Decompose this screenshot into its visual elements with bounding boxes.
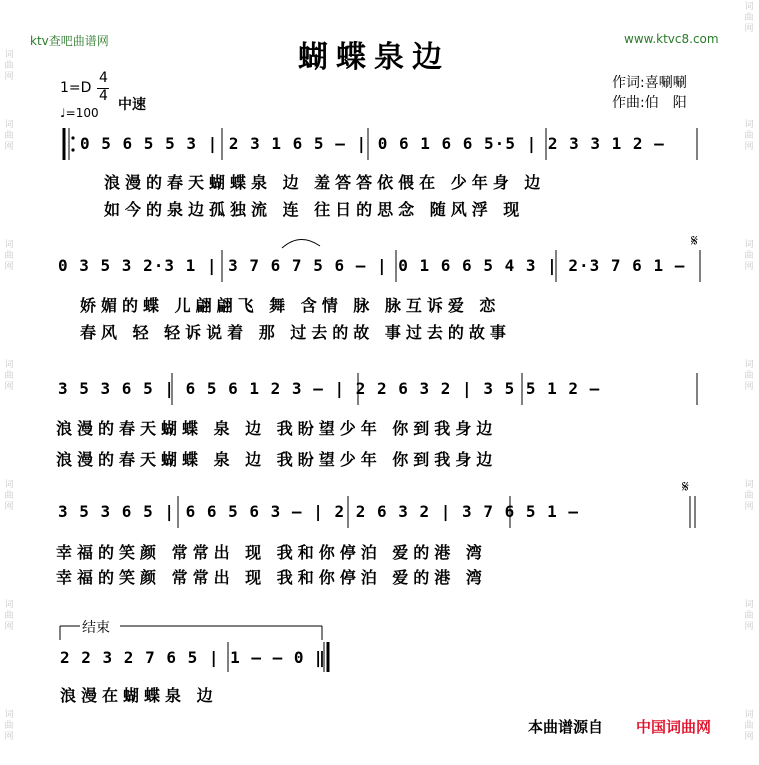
notes-row-5: 2 2 3 2 7 6 5 | 1 – – 0 ‖ xyxy=(60,648,326,667)
watermark-left-4: 词曲网 xyxy=(4,360,14,392)
song-title: 蝴蝶泉边 xyxy=(298,40,450,75)
key-signature: 1=D xyxy=(60,80,92,96)
source-label: 本曲谱源自 xyxy=(528,718,604,736)
notes-row-1: 0 5 6 5 5 3 | 2 3 1 6 5 – | 0 6 1 6 6 5·5 | 2 3 3 1 2 – xyxy=(80,134,665,153)
watermark-right-7: 词曲网 xyxy=(744,710,754,742)
composer-credit: 作曲:伯 阳 xyxy=(612,95,687,111)
tempo-label: 中速 xyxy=(118,97,146,113)
lyrics-row-4-verse-2: 幸福的笑颜 常常出 现 我和你停泊 爱的港 湾 xyxy=(56,568,487,587)
watermark-left-3: 词曲网 xyxy=(4,240,14,272)
notes-row-2: 0 3 5 3 2·3 1 | 3 7 6 7 5 6 – | 0 1 6 6 5 4 3 | 2·3 7 6 1 – xyxy=(58,256,686,275)
lyricist-credit: 作词:喜唰唰 xyxy=(612,75,687,91)
watermark-right-3: 词曲网 xyxy=(744,240,754,272)
lyrics-row-1-verse-2: 如今的泉边孤独流 连 往日的思念 随风浮 现 xyxy=(104,200,525,219)
watermark-right-6: 词曲网 xyxy=(744,600,754,632)
lyrics-row-3-verse-1: 浪漫的春天蝴蝶 泉 边 我盼望少年 你到我身边 xyxy=(56,419,498,438)
lyrics-row-2-verse-2: 春风 轻 轻诉说着 那 过去的故 事过去的故事 xyxy=(80,323,511,342)
site-name-left[interactable]: ktv查吧曲谱网 xyxy=(30,34,109,48)
watermark-left-5: 词曲网 xyxy=(4,480,14,512)
watermark-right-2: 词曲网 xyxy=(744,120,754,152)
lyrics-row-5: 浪漫在蝴蝶泉 边 xyxy=(60,686,218,705)
watermark-left-7: 词曲网 xyxy=(4,710,14,742)
watermark-right-1: 词曲网 xyxy=(744,2,754,34)
tempo-mark: ♩=100 xyxy=(60,106,99,120)
watermark-left-2: 词曲网 xyxy=(4,120,14,152)
source-site-link[interactable]: 中国词曲网 xyxy=(636,718,712,736)
segno-icon: 𝄋 xyxy=(691,231,698,250)
lyrics-row-2-verse-1: 娇媚的蝶 儿翩翩飞 舞 含情 脉 脉互诉爱 恋 xyxy=(80,296,501,315)
watermark-right-4: 词曲网 xyxy=(744,360,754,392)
notes-row-3: 3 5 3 6 5 | 6 5 6 1 2 3 – | 2 2 6 3 2 | 3 5 5 1 2 – xyxy=(58,379,601,398)
watermark-right-5: 词曲网 xyxy=(744,480,754,512)
time-signature-bottom: 4 xyxy=(99,88,108,104)
watermark-left-6: 词曲网 xyxy=(4,600,14,632)
lyrics-row-3-verse-2: 浪漫的春天蝴蝶 泉 边 我盼望少年 你到我身边 xyxy=(56,450,498,469)
notes-row-4: 3 5 3 6 5 | 6 6 5 6 3 – | 2 2 6 3 2 | 3 7 6 5 1 – xyxy=(58,502,580,521)
lyrics-row-1-verse-1: 浪漫的春天蝴蝶泉 边 羞答答依偎在 少年身 边 xyxy=(104,173,546,192)
site-url-right[interactable]: www.ktvc8.com xyxy=(624,32,719,46)
time-signature-top: 4 xyxy=(99,70,108,86)
ending-label: 结束 xyxy=(82,620,110,636)
segno-icon-2: 𝄋 xyxy=(682,477,689,496)
watermark-left-1: 词曲网 xyxy=(4,50,14,82)
lyrics-row-4-verse-1: 幸福的笑颜 常常出 现 我和你停泊 爱的港 湾 xyxy=(56,543,487,562)
